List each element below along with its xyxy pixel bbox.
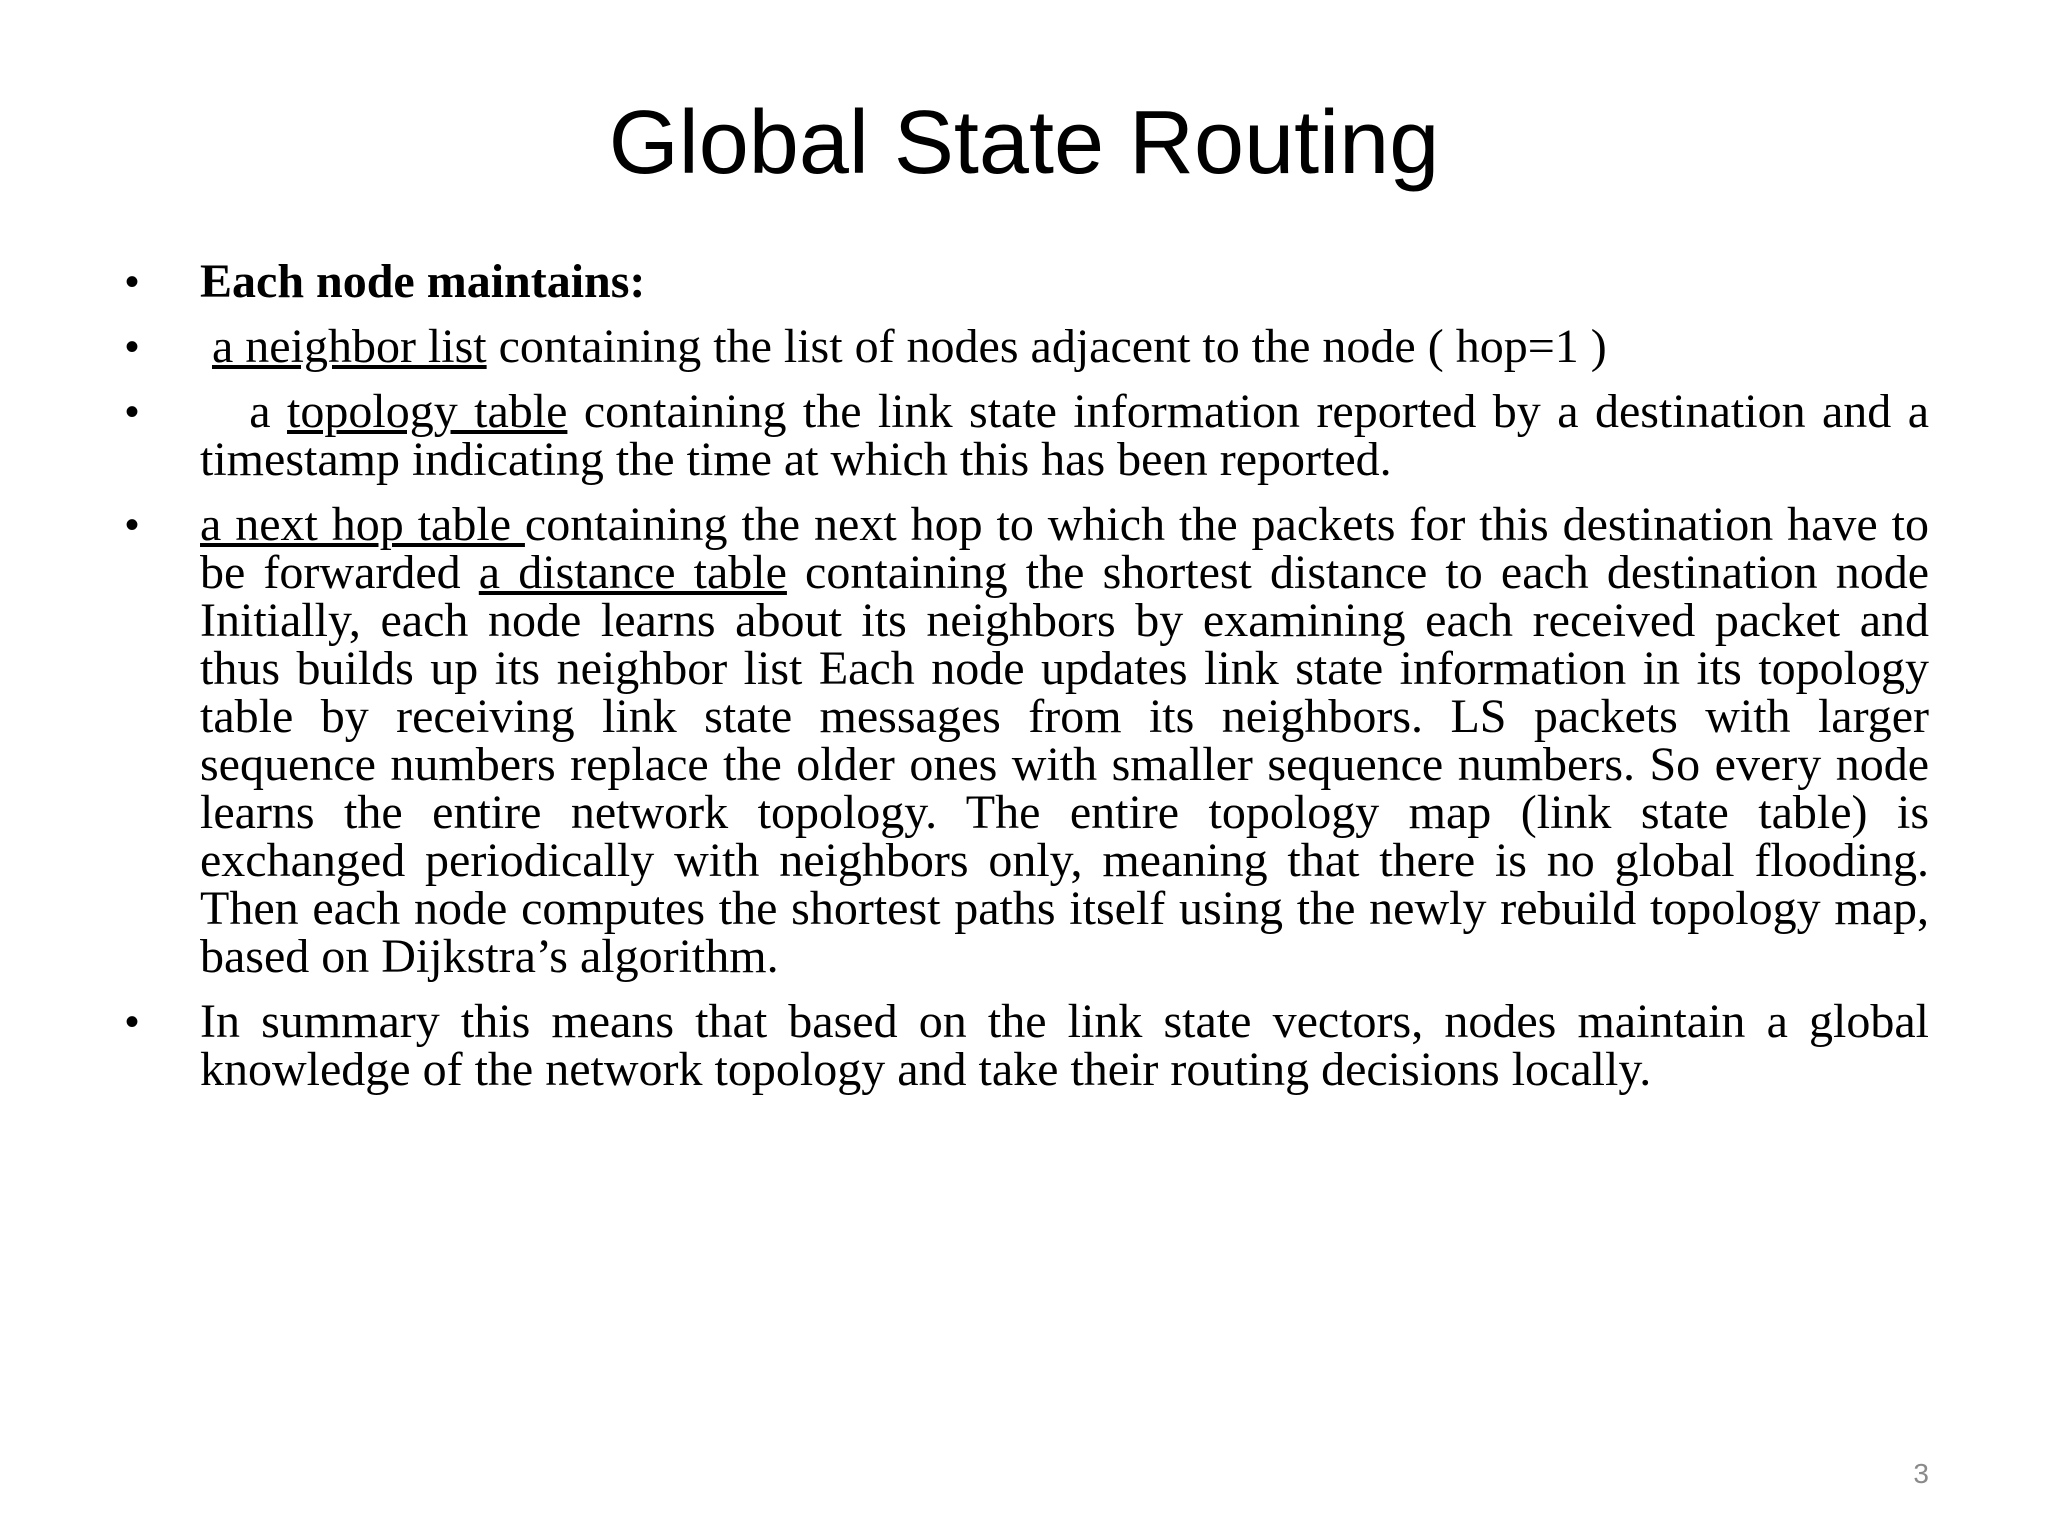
bullet-next-hop-table xyxy=(0,498,2048,983)
term-topology-table: topology table xyxy=(287,385,568,438)
bullet-list xyxy=(0,255,2048,1111)
page-number: 3 xyxy=(1913,1458,1929,1489)
bullet-marker: • xyxy=(125,325,140,369)
bullet-text: containing the link state information reported by a destination and a timestamp indicating the time at which this has been reported. xyxy=(200,385,1930,486)
bullet-marker: • xyxy=(125,390,140,434)
bullet-marker: • xyxy=(125,260,140,304)
bullet-topology-table xyxy=(0,385,2048,486)
bullet-neighbor-list xyxy=(0,320,2048,373)
bullet-text: Each node maintains: xyxy=(200,255,646,308)
bullet-text-continued: containing the shortest distance to each destination node Initially, each node learns about its neighbors by examining each received packet and thus builds up its neighbor list Each node updates link state information in its topology table by receiving link state messages from its neighbors. LS packets with larger sequence numbers replace the older ones with smaller sequence numbers. So every node learns the entire network topology. The entire topology map (link state table) is exchanged periodically with neighbors only, meaning that there is no global flooding. Then each node computes the shortest paths itself using the newly rebuild topology map, based on Dijkstra’s algorithm. xyxy=(200,546,1930,983)
bullet-text: containing the next hop to which the packets for this destination have to be forwarded xyxy=(200,498,1929,599)
bullet-summary xyxy=(0,995,2048,1096)
bullet-each-node-maintains xyxy=(0,255,2048,308)
term-next-hop-table: a next hop table xyxy=(200,498,525,551)
slide-title: Global State Routing xyxy=(608,93,1440,193)
term-distance-table: a distance table xyxy=(478,546,787,599)
bullet-text: containing the list of nodes adjacent to the node ( hop=1 ) xyxy=(486,320,1607,373)
term-neighbor-list: a neighbor list xyxy=(212,320,487,373)
bullet-text: In summary this means that based on the link state vectors, nodes maintain a global knowledge of the network topology and take their routing decisions locally. xyxy=(200,995,1929,1096)
bullet-marker: • xyxy=(125,503,140,547)
bullet-lead: a xyxy=(249,385,288,438)
bullet-marker: • xyxy=(125,1000,140,1044)
